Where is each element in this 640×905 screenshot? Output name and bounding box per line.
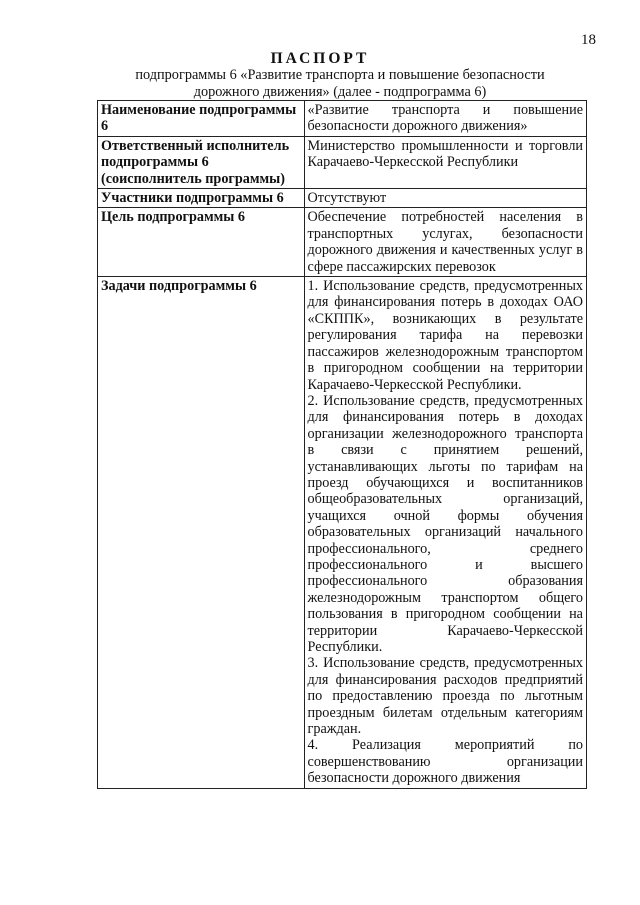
document-subtitle: подпрограммы 6 «Развитие транспорта и повышение безопасности дорожного движения» (далее - подпрограмма 6)	[135, 67, 545, 100]
table-row	[98, 208, 587, 277]
passport-table	[97, 100, 587, 789]
table-row	[98, 277, 587, 789]
row-value-name: «Развитие транспорта и повышение безопасности дорожного движения»	[304, 101, 586, 137]
row-label-executor: Ответственный исполнитель подпрограммы 6 (соисполнитель программы)	[98, 136, 305, 188]
task-item-3: 3. Использование средств, предусмотренных для финансирования расходов предприятий по предоставлению проезда по льготным проездным билетам отдельным категориям граждан.	[307, 655, 583, 738]
table-row	[98, 189, 587, 208]
table-row	[98, 101, 587, 137]
document-title: ПАСПОРТ	[270, 50, 370, 67]
task-item-4: 4. Реализация мероприятий по совершенствованию организации безопасности дорожного движения	[307, 737, 583, 787]
task-item-1: 1. Использование средств, предусмотренных для финансирования потерь в доходах ОАО «СКППК», возникающих в результате регулирования тарифа на перевозки пассажиров железнодорожным транспортом в пригородном сообщении на территории Карачаево-Черкесской Республики.	[307, 278, 583, 393]
row-label-goal: Цель подпрограммы 6	[98, 208, 305, 277]
row-label-tasks: Задачи подпрограммы 6	[98, 277, 305, 789]
row-value-executor: Министерство промышленности и торговли Карачаево-Черкесской Республики	[304, 136, 586, 188]
row-label-name: Наименование подпрограммы 6	[98, 101, 305, 137]
task-item-2: 2. Использование средств, предусмотренных для финансирования потерь в доходах организации железнодорожного транспорта в связи с принятием решений, устанавливающих льготы по тарифам на проезд обучающихся и воспитанников общеобразовательных организаций, учащихся очной формы обучения образовательных организаций начального профессионального, среднего профессионального и высшего профессионального образования железнодорожным транспортом общего пользования в пригородном сообщении на территории Карачаево-Черкесской Республики.	[307, 392, 583, 655]
row-value-goal: Обеспечение потребностей населения в транспортных услугах, безопасности дорожного движения и качественных услуг в сфере пассажирских перевозок	[304, 208, 586, 277]
table-row	[98, 136, 587, 188]
row-value-tasks	[304, 277, 586, 789]
row-value-participants: Отсутствуют	[304, 189, 586, 208]
row-label-participants: Участники подпрограммы 6	[98, 189, 305, 208]
page-number: 18	[581, 32, 596, 48]
